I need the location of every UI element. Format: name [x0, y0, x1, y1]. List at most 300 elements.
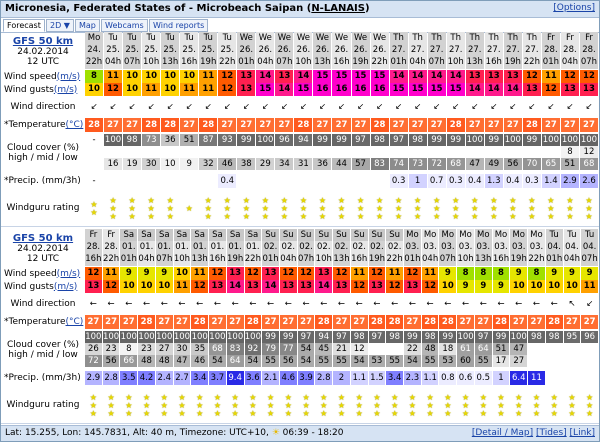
rating-stars — [103, 391, 120, 421]
wind-gusts-cell: 12 — [191, 280, 208, 293]
star-icon: ★ — [391, 393, 399, 402]
star-icon: ★ — [147, 212, 155, 221]
hour-cell: 04h — [104, 57, 122, 67]
star-icon: ★ — [196, 393, 204, 402]
precip-cell: 0.4 — [466, 174, 484, 188]
date-cell: 28. — [542, 44, 560, 57]
precip-cell: 2.9 — [86, 373, 101, 383]
precip-cell: 3.5 — [122, 373, 136, 383]
wind-gusts-cell: 14 — [485, 83, 503, 96]
precip-cell: 1.3 — [485, 174, 503, 188]
cloud-mid-cell — [218, 146, 236, 158]
wind-speed-cell: 11 — [386, 267, 403, 280]
wind-direction-arrow: ↙ — [128, 102, 136, 112]
rating-stars — [581, 391, 598, 421]
date-cell: 26. — [332, 44, 350, 57]
wind-speed-cell: 9 — [510, 267, 527, 280]
timezone: Timezone: UTC+10 — [179, 428, 266, 438]
hour-cell: 10h — [295, 57, 312, 67]
wind-gusts-cell: 12 — [422, 280, 439, 293]
date-cell: 26. — [371, 44, 389, 57]
cloud-low-cell: 73 — [409, 158, 427, 170]
day-cell: Mo — [422, 229, 439, 242]
wind-gusts-cell: 13 — [209, 280, 226, 293]
day-cell: Su — [351, 229, 368, 242]
wind-direction-arrow: ← — [532, 299, 541, 309]
forecast-table-2 — [1, 229, 599, 425]
cloud-high-cell: 97 — [333, 331, 350, 343]
star-icon: ★ — [509, 212, 517, 221]
rating-stars — [275, 194, 293, 224]
star-icon: ★ — [267, 393, 275, 402]
cloud-low-cell: 60 — [457, 355, 474, 367]
wind-gusts-cell: 14 — [262, 280, 279, 293]
day-cell: Mo — [439, 229, 456, 242]
star-icon: ★ — [395, 196, 403, 205]
day-cell: We — [352, 32, 370, 45]
star-icon: ★ — [213, 393, 221, 402]
cloud-mid-cell: 54 — [298, 343, 315, 355]
location-info: Lat: 15.255, Lon: 145.7831, Alt: 40 m, Timezone: UTC+10, ☀ 06:39 - 18:20 — [5, 428, 344, 438]
precip-cell: 0.3 — [390, 174, 408, 188]
temperature-cell: 27 — [262, 315, 279, 329]
star-icon: ★ — [444, 401, 452, 410]
wind-speed-cell: 12 — [85, 267, 102, 280]
cloud-high-cell: 51 — [180, 134, 198, 146]
cloud-low-cell: 55 — [262, 355, 279, 367]
star-icon: ★ — [426, 401, 434, 410]
temperature-cell: 27 — [180, 118, 198, 132]
hour-cell: 01h — [238, 57, 255, 67]
cloud-mid-cell — [161, 146, 179, 158]
cloud-mid-cell — [180, 146, 198, 158]
hour-cell: 04h — [409, 57, 426, 67]
star-icon: ★ — [261, 196, 269, 205]
precip-cell: 0.6 — [458, 373, 473, 383]
wind-speed-cell: 11 — [199, 70, 217, 83]
star-icon: ★ — [107, 393, 115, 402]
star-icon: ★ — [373, 409, 381, 418]
day-cell: Su — [369, 229, 386, 242]
run-date: 24.02.2014 — [17, 46, 69, 57]
sun-icon: ☀ — [271, 428, 280, 438]
day-cell: Tu — [199, 32, 217, 45]
detail-map-link[interactable]: [Detail / Map] — [471, 428, 534, 438]
cloud-mid-cell: 26 — [85, 343, 102, 355]
rating-stars — [546, 391, 563, 421]
rating-stars — [180, 194, 198, 224]
cloud-mid-cell: 68 — [209, 343, 226, 355]
precip-cell: 3.7 — [210, 373, 225, 383]
wind-gusts-cell: 10 — [439, 280, 456, 293]
star-icon: ★ — [433, 196, 441, 205]
star-icon: ★ — [337, 409, 346, 418]
model-link[interactable]: GFS 50 km — [12, 35, 74, 47]
star-icon: ★ — [444, 393, 452, 402]
wind-speed-cell: 12 — [333, 267, 350, 280]
tab-forecast[interactable]: Forecast — [3, 19, 45, 32]
precip-cell: 0.5 — [476, 373, 491, 383]
wind-speed-cell: 10 — [180, 70, 198, 83]
precip-cell: 2.4 — [157, 373, 172, 383]
wind-gusts-cell: 10 — [120, 280, 137, 293]
hour-cell: 19h — [352, 57, 369, 67]
wind-speed-cell: 14 — [256, 70, 274, 83]
temperature-cell: 27 — [390, 118, 408, 132]
cloud-low-cell: 55 — [422, 355, 439, 367]
precip-cell: 2.8 — [104, 373, 118, 383]
rating-stars — [386, 391, 403, 421]
wind-direction-arrow: ← — [213, 299, 221, 309]
star-icon: ★ — [267, 401, 275, 410]
precip-cell: 3.4 — [387, 373, 402, 383]
wind-direction-arrow: ← — [550, 299, 558, 309]
date-cell: 25. — [104, 44, 122, 57]
cloud-high-cell: 96 — [275, 134, 293, 146]
temperature-cell: 27 — [457, 315, 474, 329]
wind-gusts-cell: 10 — [546, 280, 563, 293]
wind-speed-cell: 13 — [262, 267, 279, 280]
date-cell: 03. — [529, 242, 544, 252]
hour-cell: 22h — [371, 57, 388, 67]
star-icon: ★ — [204, 196, 212, 205]
hour-cell: 22h — [244, 254, 261, 264]
station-link[interactable]: N-LANAIS — [311, 3, 365, 14]
model-link[interactable]: GFS 50 km — [12, 232, 74, 244]
forecast-table-1 — [1, 32, 599, 228]
cloud-low-cell: 54 — [245, 355, 262, 367]
star-icon: ★ — [444, 409, 452, 418]
star-icon: ★ — [528, 196, 536, 205]
star-icon: ★ — [249, 393, 257, 402]
cloud-high-cell: 87 — [199, 134, 217, 146]
cloud-high-cell: 99 — [237, 134, 255, 146]
tab-wind-reports[interactable]: Wind reports — [149, 19, 208, 32]
wind-direction-arrow: ← — [302, 299, 310, 309]
star-icon: ★ — [178, 401, 186, 410]
rating-stars — [439, 391, 456, 421]
wind-direction-arrow: ← — [231, 299, 239, 309]
cloud-low-cell: 19 — [123, 158, 141, 170]
star-icon: ★ — [547, 212, 555, 221]
wind-gusts-cell: 10 — [156, 280, 173, 293]
rating-stars — [404, 391, 421, 421]
star-icon: ★ — [585, 204, 593, 213]
cloud-mid-cell — [104, 146, 122, 158]
cloud-low-cell: 72 — [428, 158, 446, 170]
wind-gusts-label: Wind gusts (m/s) — [4, 281, 78, 292]
temperature-cell: 28 — [422, 315, 439, 329]
star-icon: ★ — [452, 212, 460, 221]
wind-speed-cell: 15 — [371, 70, 389, 83]
wind-gusts-cell: 14 — [504, 83, 522, 96]
star-icon: ★ — [302, 409, 310, 418]
hour-cell: 04h — [280, 254, 297, 264]
temperature-cell: 27 — [580, 118, 598, 132]
cloud-low-cell: 54 — [404, 355, 421, 367]
day-cell: Th — [428, 32, 446, 45]
day-cell: Mo — [475, 229, 492, 242]
rating-stars — [369, 391, 386, 421]
cloud-high-cell: 100 — [156, 332, 173, 342]
precip-cell: 1.1 — [352, 373, 366, 383]
date-cell: 01. — [157, 242, 172, 252]
cloud-mid-cell: 23 — [138, 343, 155, 355]
star-icon: ★ — [284, 401, 292, 410]
wind-speed-cell: 8 — [85, 70, 103, 83]
temperature-cell: 28 — [142, 118, 160, 132]
date-cell: 27. — [485, 44, 503, 57]
temperature-cell: 28 — [369, 315, 386, 329]
hour-cell: 22h — [219, 57, 236, 67]
windguru-rating-label: Windguru rating — [6, 400, 80, 410]
rating-stars — [280, 391, 297, 421]
rating-stars — [475, 391, 492, 421]
star-icon: ★ — [125, 409, 133, 418]
wind-speed-cell: 10 — [174, 267, 191, 280]
star-icon: ★ — [125, 401, 133, 410]
wind-gusts-cell: 13 — [280, 280, 297, 293]
date-cell: 03. — [441, 242, 455, 252]
cloud-high-cell: 94 — [294, 134, 312, 146]
wind-gusts-cell: 13 — [561, 83, 579, 96]
star-icon: ★ — [337, 196, 346, 205]
day-cell: Mo — [510, 229, 527, 242]
day-cell: Tu — [180, 32, 198, 45]
day-cell: Tu — [104, 32, 122, 45]
cloud-low-cell: 56 — [504, 158, 522, 170]
star-icon: ★ — [223, 204, 231, 213]
cloud-high-cell: 98 — [546, 331, 563, 343]
star-icon: ★ — [550, 409, 558, 418]
wind-direction-arrow: ← — [125, 299, 133, 309]
star-icon: ★ — [497, 409, 505, 418]
wind-direction-arrow: ← — [462, 299, 470, 309]
wind-speed-cell: 9 — [546, 267, 563, 280]
hour-cell: 16h — [492, 254, 510, 264]
rating-stars — [333, 391, 350, 421]
rating-stars — [422, 391, 439, 421]
star-icon: ★ — [213, 409, 221, 418]
day-cell: Fr — [542, 32, 560, 45]
cloud-high-cell: 99 — [280, 331, 297, 343]
page-title: Micronesia, Federated States of - Microbeach Saipan (N-LANAIS) — [5, 3, 370, 14]
star-icon: ★ — [490, 212, 498, 221]
day-cell: Tu — [123, 32, 141, 45]
date-cell: 25. — [218, 44, 236, 57]
star-icon: ★ — [568, 401, 576, 410]
rating-stars — [447, 194, 465, 224]
hour-cell: 13h — [333, 254, 350, 264]
wind-direction-arrow: ← — [267, 299, 275, 309]
star-icon: ★ — [395, 212, 403, 221]
day-cell: Su — [333, 229, 350, 242]
hour-cell: 01h — [120, 254, 137, 264]
wind-speed-cell: 9 — [439, 267, 456, 280]
date-cell: 27. — [447, 44, 465, 57]
rating-stars — [504, 194, 522, 224]
star-icon: ★ — [515, 393, 523, 402]
date-cell: 01. — [122, 242, 136, 252]
tab-2d-dropdown[interactable]: 2D ▼ — [46, 19, 74, 32]
hour-cell: 22h — [386, 254, 403, 264]
options-link[interactable]: [Options] — [553, 3, 595, 13]
cloud-high-cell: 96 — [581, 331, 598, 343]
hour-cell: 22h — [523, 57, 540, 67]
day-cell: Sa — [227, 229, 244, 242]
tides-link[interactable]: [Tides] — [535, 428, 567, 438]
wind-direction-arrow: ↙ — [185, 102, 193, 112]
wind-gusts-cell: 12 — [104, 83, 122, 96]
wind-direction-arrow: ↙ — [585, 102, 593, 112]
day-cell: We — [332, 32, 350, 45]
date-cell: 26. — [352, 44, 370, 57]
cloud-high-cell: 98 — [528, 331, 545, 343]
rating-stars — [580, 194, 598, 224]
star-icon: ★ — [125, 393, 133, 402]
temperature-cell: 28 — [493, 315, 510, 329]
star-icon: ★ — [89, 409, 97, 418]
wind-gusts-cell: 9 — [493, 280, 510, 293]
temperature-cell: 28 — [447, 118, 465, 132]
cloud-high-cell: 100 — [173, 332, 191, 342]
star-icon: ★ — [160, 393, 168, 402]
link-link[interactable]: [Link] — [569, 428, 595, 438]
star-icon: ★ — [550, 393, 558, 402]
star-icon: ★ — [391, 401, 399, 410]
temperature-cell: 27 — [542, 118, 560, 132]
windguru-rating-label: Windguru rating — [6, 203, 80, 213]
star-icon: ★ — [490, 204, 498, 213]
temperature-cell: 28 — [386, 315, 403, 329]
hour-cell: 19h — [504, 57, 521, 67]
model-header — [1, 229, 85, 267]
cloud-mid-cell — [256, 146, 274, 158]
precip-cell: 1 — [409, 174, 427, 188]
wind-speed-cell: 13 — [237, 70, 255, 83]
wind-direction-arrow: ← — [284, 299, 292, 309]
temperature-cell: 27 — [510, 315, 527, 329]
day-cell: Sa — [138, 229, 155, 242]
cloud-low-cell: 9 — [180, 158, 198, 170]
wind-gusts-cell: 10 — [85, 83, 103, 96]
wind-speed-cell: 12 — [245, 267, 262, 280]
rating-stars — [104, 194, 122, 224]
wind-direction-label: Wind direction — [10, 299, 76, 309]
wind-gusts-cell: 12 — [103, 280, 120, 293]
hour-cell: 16h — [181, 57, 198, 67]
hour-cell: 10h — [315, 254, 332, 264]
star-icon: ★ — [178, 409, 186, 418]
star-icon: ★ — [337, 393, 346, 402]
wind-speed-cell: 9 — [581, 267, 598, 280]
precip-cell: 9.4 — [228, 373, 242, 383]
wind-speed-cell: 12 — [298, 267, 315, 280]
rating-stars — [156, 391, 173, 421]
precip-cell: 3.6 — [246, 373, 260, 383]
wind-speed-cell: 13 — [504, 70, 522, 83]
cloud-mid-cell — [546, 343, 563, 355]
cloud-mid-cell — [390, 146, 408, 158]
day-cell: Th — [409, 32, 427, 45]
cloud-low-cell: 64 — [227, 355, 244, 367]
cloud-high-cell: 97 — [390, 134, 408, 146]
day-cell: Sa — [120, 229, 137, 242]
date-cell: 03. — [405, 242, 420, 252]
precip-cell — [237, 174, 255, 188]
star-icon: ★ — [585, 196, 593, 205]
wind-speed-cell: 10 — [142, 70, 160, 83]
cloud-low-cell: 49 — [485, 158, 503, 170]
wind-gusts-cell: 13 — [245, 280, 262, 293]
cloud-low-cell: 27 — [510, 355, 527, 367]
wind-gusts-cell: 13 — [85, 280, 102, 293]
precip-cell — [352, 174, 370, 188]
tab-map[interactable]: Map — [75, 19, 100, 32]
star-icon: ★ — [568, 409, 576, 418]
run-date: 24.02.2014 — [17, 243, 69, 254]
precip-cell: 1.1 — [423, 373, 437, 383]
precip-cell: 0.7 — [428, 174, 446, 188]
wind-speed-cell: 11 — [104, 70, 122, 83]
cloud-low-cell: 51 — [561, 158, 579, 170]
cloud-high-cell: 100 — [191, 332, 208, 342]
wind-gusts-cell: 12 — [386, 280, 403, 293]
rating-stars — [466, 194, 484, 224]
rating-stars — [493, 391, 510, 421]
cloud-high-cell: 100 — [244, 332, 261, 342]
temperature-cell: 27 — [256, 118, 274, 132]
temperature-cell: 27 — [333, 315, 350, 329]
cloud-high-cell: 95 — [564, 331, 581, 343]
hour-cell: 13h — [162, 57, 179, 67]
cloud-low-cell: 54 — [351, 355, 368, 367]
star-icon: ★ — [528, 212, 536, 221]
star-icon: ★ — [375, 196, 384, 205]
wind-gusts-cell: 11 — [180, 83, 198, 96]
date-cell: 26. — [294, 44, 312, 57]
cloud-low-cell: 68 — [447, 158, 465, 170]
wind-speed-cell: 15 — [352, 70, 370, 83]
hour-cell: 16h — [351, 254, 368, 264]
cloud-low-cell: 70 — [523, 158, 541, 170]
tab-webcams[interactable]: Webcams — [101, 19, 148, 32]
star-icon: ★ — [160, 401, 168, 410]
temperature-cell: 27 — [466, 118, 484, 132]
cloud-low-cell: 56 — [103, 355, 120, 367]
star-icon: ★ — [196, 401, 204, 410]
cloud-high-cell: 98 — [123, 134, 141, 146]
rating-stars — [315, 391, 332, 421]
hour-cell: 07h — [439, 254, 456, 264]
day-cell: Tu — [581, 229, 598, 242]
temperature-cell: 28 — [523, 118, 541, 132]
hour-cell: 16h — [333, 57, 350, 67]
star-icon: ★ — [107, 409, 115, 418]
wind-speed-cell: 12 — [369, 267, 386, 280]
temperature-cell: 27 — [409, 118, 427, 132]
hour-cell: 04h — [138, 254, 155, 264]
hour-cell: 19h — [200, 57, 217, 67]
rating-stars — [85, 194, 103, 224]
day-cell: Mo — [457, 229, 474, 242]
rating-stars — [298, 391, 315, 421]
wind-speed-cell: 11 — [103, 267, 120, 280]
cloud-mid-cell — [352, 146, 370, 158]
star-icon: ★ — [355, 409, 363, 418]
wind-direction-arrow: ← — [497, 299, 505, 309]
temperature-cell: 27 — [352, 118, 370, 132]
